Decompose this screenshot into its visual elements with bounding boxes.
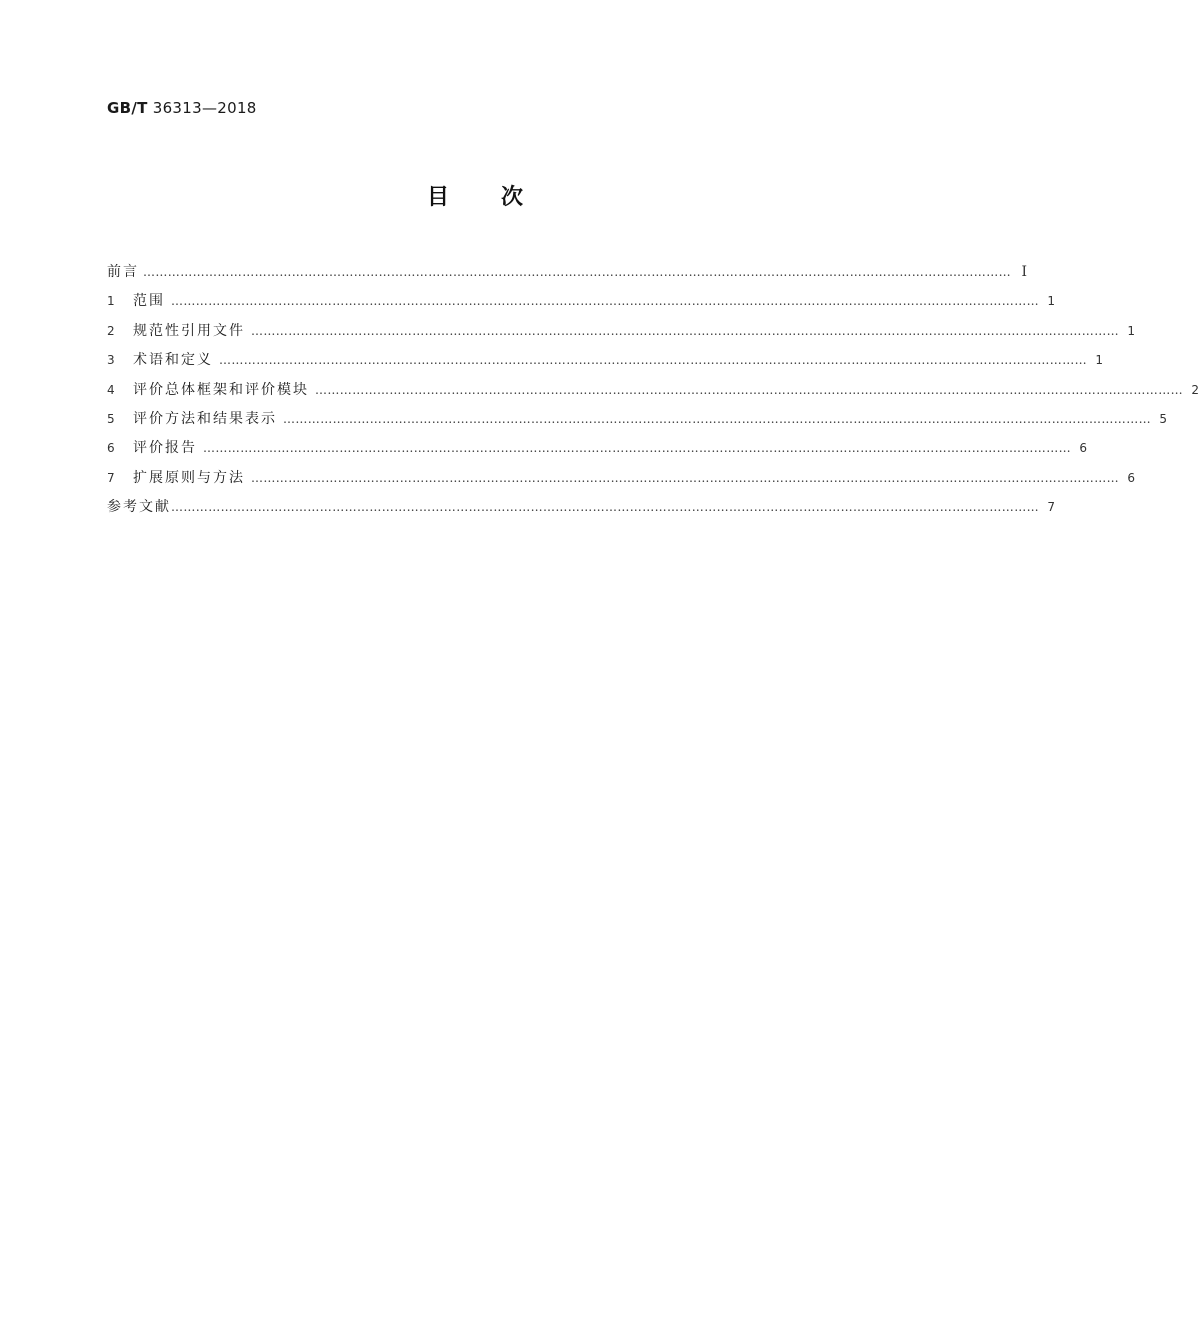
toc-entry-page: Ⅰ <box>1021 264 1027 280</box>
toc-entry-number: 7 <box>107 470 115 485</box>
toc-entry-page: 2 <box>1191 382 1199 397</box>
toc-leader-dots: ………………………………………………………………………………………………………………………………………………………………………………………… <box>251 470 1119 485</box>
toc-entry-page: 5 <box>1159 411 1167 426</box>
toc-leader-dots: ………………………………………………………………………………………………………………………………………………………………………………………… <box>315 382 1183 397</box>
toc-entry-1[interactable] <box>107 287 1055 316</box>
toc-entry-number: 4 <box>107 382 115 397</box>
toc-leader-dots: ………………………………………………………………………………………………………………………………………………………………………………………… <box>143 265 1011 279</box>
toc-entry-number: 2 <box>107 323 115 338</box>
toc-entry-title: 评价报告 <box>133 440 197 457</box>
toc-leader-dots: ………………………………………………………………………………………………………………………………………………………………………………………… <box>283 411 1151 426</box>
toc-entry-bibliography[interactable] <box>107 493 1055 522</box>
toc-entry-title: 范围 <box>133 293 165 310</box>
toc-entry-page: 6 <box>1127 470 1135 485</box>
toc-entry-title: 规范性引用文件 <box>133 322 245 339</box>
toc-entry-title: 评价总体框架和评价模块 <box>133 381 309 398</box>
toc-leader-dots: ………………………………………………………………………………………………………………………………………………………………………………………… <box>203 441 1071 456</box>
toc-entry-page: 6 <box>1079 441 1087 456</box>
toc-entry-title: 评价方法和结果表示 <box>133 410 277 427</box>
toc-leader-dots: ………………………………………………………………………………………………………………………………………………………………………………………… <box>171 500 1039 515</box>
toc-entry-5[interactable] <box>107 405 1167 434</box>
standard-code: GB/T <box>107 99 148 117</box>
toc-entry-title: 扩展原则与方法 <box>133 469 245 486</box>
standard-number-value: 36313—2018 <box>152 99 257 117</box>
toc-entry-page: 1 <box>1127 323 1135 338</box>
standard-number <box>107 99 257 117</box>
toc-entry-number: 1 <box>107 294 115 309</box>
toc-entry-page: 1 <box>1095 353 1103 368</box>
toc-entry-foreword[interactable] <box>107 258 1027 287</box>
toc-leader-dots: ………………………………………………………………………………………………………………………………………………………………………………………… <box>171 294 1039 309</box>
table-of-contents <box>107 258 1199 523</box>
toc-entry-7[interactable] <box>107 464 1135 493</box>
toc-entry-number: 5 <box>107 411 115 426</box>
toc-entry-number: 6 <box>107 441 115 456</box>
page-title: 目次 <box>426 185 575 210</box>
toc-entry-2[interactable] <box>107 317 1135 346</box>
toc-entry-page: 1 <box>1047 294 1055 309</box>
toc-entry-4[interactable] <box>107 376 1199 405</box>
toc-entry-6[interactable] <box>107 434 1087 463</box>
toc-entry-page: 7 <box>1047 500 1055 515</box>
toc-leader-dots: ………………………………………………………………………………………………………………………………………………………………………………………… <box>251 323 1119 338</box>
toc-entry-title: 术语和定义 <box>133 352 213 369</box>
toc-entry-3[interactable] <box>107 346 1103 375</box>
toc-entry-number: 3 <box>107 353 115 368</box>
toc-leader-dots: ………………………………………………………………………………………………………………………………………………………………………………………… <box>219 353 1087 368</box>
toc-entry-title: 前言 <box>107 264 139 280</box>
toc-entry-title: 参考文献 <box>107 499 171 516</box>
